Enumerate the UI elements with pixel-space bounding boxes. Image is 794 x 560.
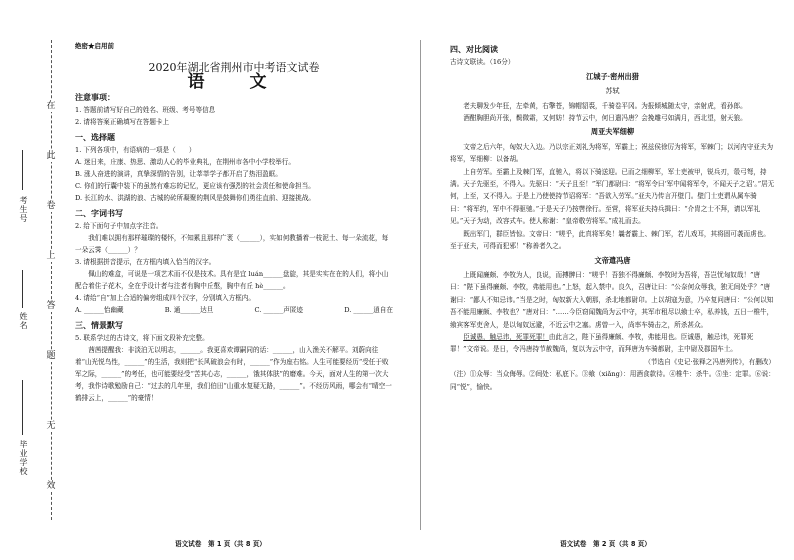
margin-char: 效 — [44, 480, 58, 492]
margin-char: 答 — [44, 300, 58, 312]
margin-char: 上 — [44, 250, 58, 262]
poem-title: 江城子·密州出猎 — [586, 71, 639, 81]
question-2-text: 我们难以拥有那样璀璨的楼怀，不知累且那样广袤（______），实如何教播着一枝泥土、每一朵流花，每一朵云霁（______）？ — [75, 234, 389, 254]
section-heading: 四、对比阅读 — [450, 45, 498, 54]
passage-paragraph: 既出军门，群臣皆惊。文帝曰：“嗟乎，此真将军矣！曩者霸上、棘门军，若儿戏耳，其将固可袭而虏也。至于亚夫，可得而犯邪！”称善者久之。 — [450, 229, 770, 251]
question-3: 3. 请根据拼音提示，在方框内填入恰当的汉字。 — [75, 258, 216, 266]
margin-char: 题 — [44, 350, 58, 362]
notice-item: 1. 答题前请写好自己的姓名、班级、考号等信息 — [75, 106, 216, 114]
exam-title: 2020年湖北省荆州市中考语文试卷 — [148, 61, 320, 74]
question-4: 4. 请给“自”加上合适的偏旁组成四个汉字，分别填入方框内。 — [75, 294, 255, 302]
question-1: 1. 下列各项中，有语病的一项是（ ） — [75, 146, 196, 154]
section-heading: 三、情景默写 — [75, 321, 123, 330]
passage-paragraph — [450, 331, 775, 356]
page-footer-right: 语文试卷 第 2 页（共 8 页） — [560, 540, 651, 548]
right-page — [450, 40, 775, 393]
source-note: （节选自《史记·张释之冯唐列传》，有删改） — [644, 357, 775, 366]
notice-heading: 注意事项： — [75, 93, 115, 102]
margin-char: 在 — [44, 100, 58, 112]
poem-line: 老夫聊发少年狂，左牵黄，右擎苍，锦帽貂裘，千骑卷平冈。为报倾城随太守，亲射虎，看孙郎。 — [463, 101, 747, 110]
annotations: （注）①众辱：当众侮辱。②间处：私底下。③飨（xiǎng）：用酒食款待。④椎牛：杀牛。⑤坐：定罪。⑥说：同“悦”，愉快。 — [450, 370, 775, 391]
reading-intro: 古诗文联读。（16分） — [450, 58, 515, 67]
section-heading: 二、字词书写 — [75, 209, 123, 218]
left-page — [75, 40, 393, 404]
margin-char: 无 — [44, 420, 58, 432]
option-c: C. 你们的行囊中装下的虽然有难忘的记忆，更应该有强烈的社会责任和使命担当。 — [75, 182, 315, 190]
passage-continuation: 由此言之，陛下虽得廉颇、李牧，弗能用也。臣诚愚，触忌讳，死罪死罪！”文帝说。是日，令冯唐持节赦魏尚，复以为云中守，而拜唐为车骑都尉，主中尉及郡国车士。 — [450, 332, 754, 354]
secret-mark: 绝密★启用前 — [75, 42, 114, 50]
option-c: C. ______声匿迹 — [254, 306, 304, 314]
question-5: 5. 联系学过的古诗文，将下面文段补充完整。 — [75, 334, 209, 342]
page-footer-left: 语文试卷 第 1 页（共 8 页） — [175, 540, 266, 548]
subject-title: 语 文 — [187, 72, 281, 92]
binding-line — [51, 40, 52, 520]
section-heading: 一、选择题 — [75, 133, 115, 142]
option-d: D. ______逍自在 — [344, 306, 393, 314]
name-line — [22, 270, 23, 308]
passage-title: 周亚夫军细柳 — [590, 127, 635, 137]
page-divider — [420, 40, 421, 530]
option-d: D. 长江的水、洪湖的浪、古城的砖所凝聚的荆风是鼓舞你们勇往直前、迎接挑战。 — [75, 194, 316, 202]
question-3-text: 佩山的难盒，可说是一项艺术而不仅是技术。具有是宜 luán______盘旋，其是实实在在的人们，将小山配合着住子花木，全在乎设计者与注者有胸中丘壑，胸中有丘 hè______。 — [75, 270, 389, 290]
passage-paragraph: 上既闻廉颇、李牧为人，良说，而搏髀曰：“嗟乎！吾独不得廉颇、李牧时为吾将，吾岂忧匈奴哉！”唐曰：“陛下虽得廉颇、李牧，弗能用也。”上怒，起入禁中。良久，召唐让曰：“公奈何众辱我，独无间处乎？”唐谢曰：“鄙人不知忌讳。”当是之时，匈奴新大入朝那，杀北地都尉卬。上以胡寇为意，乃卒复问唐曰：“公何以知吾不能用廉颇、李牧也？”唐对曰：“……今臣窃闻魏尚为云中守，其军市租尽以飨士卒，私养钱，五日一椎牛，飨宾客军吏舍人，是以匈奴远避，不近云中之塞。虏曾一入，尚率车骑击之，所杀甚众。 — [450, 270, 774, 329]
poem-author: 苏轼 — [605, 87, 620, 96]
question-4-options — [75, 304, 393, 316]
passage-title: 文帝遣冯唐 — [594, 255, 631, 265]
margin-char: 此 — [44, 150, 58, 162]
passage-paragraph: 上自劳军。至霸上及棘门军，直驰入，将以下骑送迎。已而之细柳军，军士吏被甲，锐兵刃，彀弓弩，持满。天子先驱至，不得入。先驱曰：“天子且至！”军门都尉曰：“将军令曰‘军中闻将军令，不闻天子之诏’。”居无何，上至，又不得入。于是上乃使使持节诏将军：“吾欲入劳军。”亚夫乃传言开壁门。壁门士吏谓从属车骑曰：“将军约，军中不得驱驰。”于是天子乃按辔徐行。至营，将军亚夫持兵揖曰：“介胄之士不拜，请以军礼见。”天子为动，改容式车。使人称谢：“皇帝敬劳将军。”成礼而去。 — [450, 167, 775, 226]
option-a: A. ______怡幽藏 — [75, 306, 124, 314]
option-b: B. 通______达旦 — [164, 306, 214, 314]
underlined-sentence: 臣诚愚，触忌讳，死罪死罪！ — [463, 332, 549, 341]
binding-margin — [0, 0, 70, 560]
name-label: 姓名 — [19, 312, 28, 330]
exam-number-label: 考生号 — [19, 196, 28, 223]
option-a: A. 迷日来，庄康、热思、激动人心的毕业典礼，在荆州市各中小学校举行。 — [75, 158, 295, 166]
poem-line: 酒酣胸胆尚开张，鬓微霜，又何妨！持节云中，何日遣冯唐？会挽雕弓如满月，西北望，射天狼。 — [463, 114, 747, 123]
school-label: 毕业学校 — [19, 440, 28, 476]
option-b: B. 涨人奋进的演讲，真挚深情的告别，让莘莘学子都开启了热泪盈眶。 — [75, 170, 282, 178]
school-line — [22, 380, 23, 435]
passage-paragraph: 文帝之后六年，匈奴大入边。乃以宗正刘礼为将军，军霸上；祝兹侯徐厉为将军，军棘门；以河内守亚夫为将军，军细柳：以备胡。 — [450, 142, 774, 164]
question-2: 2. 给下面句子中加点字注音。 — [75, 222, 163, 230]
question-5-text: 茜茜提醒我：非淡泊无以明志，______。我更喜欢谭嗣同的话：______，山入渔关不解平。刘蔚向往着“山光悦鸟性，______”的生活，我则把“长风破浪会有时，______”作为座右铭。人生可能要经历“受任于败军之际，______”的考任，也可能要经受“苦其心志，______，饿其体肤”的磨难。今天，面对人生的第一次大考，我作诗歌勉励自己：“过去的几年里，我们伯田“山重水复疑无路，______”。不经历风雨，哪会有“晴空一鹤排云上，______”的豪情！ — [75, 346, 392, 402]
notice-item: 2. 请将答案正确填写在答题卡上 — [75, 118, 170, 126]
margin-char: 卷 — [44, 200, 58, 212]
exam-number-line — [22, 150, 23, 190]
